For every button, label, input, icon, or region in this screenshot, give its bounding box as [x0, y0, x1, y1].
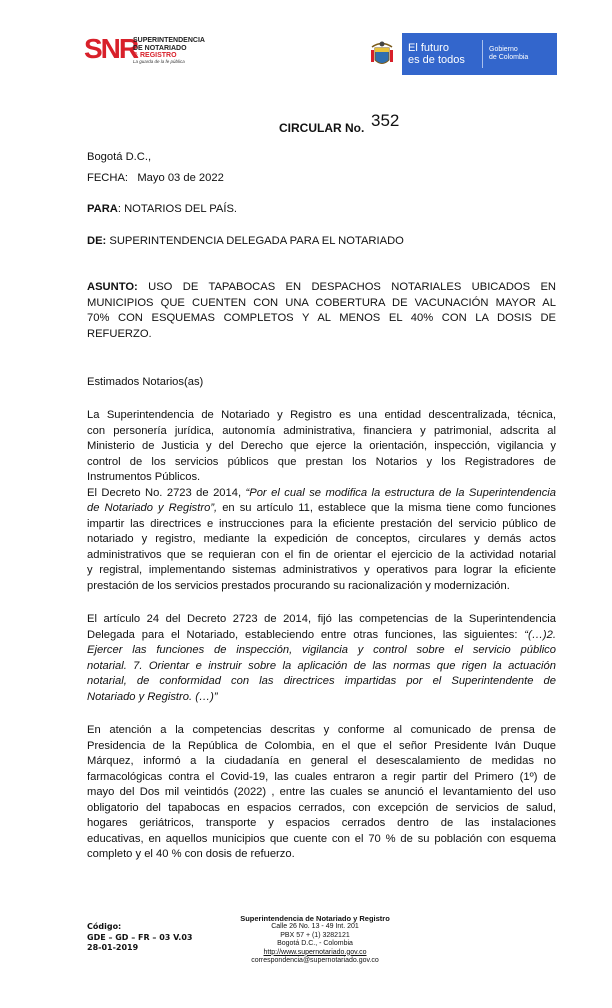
asunto-block — [87, 280, 556, 342]
gov-slogan-line2: es de todos — [408, 54, 465, 66]
footer-address: Calle 26 No. 13 - 49 Int. 201 — [271, 923, 359, 931]
paragraph-line: control de los servicios públicos que prestan los Notarios y los Registradores de — [87, 455, 556, 468]
paragraph-line: El artículo 24 del Decreto 2723 de 2014, fijó las competencias de la Superintendencia — [87, 613, 556, 625]
gov-subtitle-line1: Gobierno — [489, 46, 518, 53]
paragraph-line: con personería jurídica, autonomía administrativa, financiera y patrimonial, adscrita al — [87, 424, 556, 437]
paragraph-line: farmacológicas contra el Covid-19, las cuales entraron a regir partir del Primero (1º) de — [87, 770, 556, 783]
asunto-label: ASUNTO: — [87, 281, 138, 293]
snr-logo-line3: & REGISTRO — [133, 52, 177, 59]
gov-subtitle-line2: de Colombia — [489, 54, 529, 61]
paragraph-line: El Decreto No. 2723 de 2014, “Por el cual se modifica la estructura de la Superintendencia — [87, 486, 557, 499]
snr-logo-text — [133, 37, 205, 60]
de-line — [87, 234, 556, 250]
paragraph-line: educativas, en aquellos municipios que cuente con el 70 % de su población con esquema — [87, 832, 556, 845]
paragraph-line: prestación de los servicios prestados procurando su racionalización y modernización. — [87, 579, 510, 592]
para-value: : NOTARIOS DEL PAÍS. — [117, 203, 238, 215]
footer-code-label: Código: — [87, 922, 122, 931]
paragraph-line: administrativos que se requieran con el fin de orientar el ejercicio de la actividad notarial — [87, 548, 556, 561]
snr-logo-line2: DE NOTARIADO — [133, 44, 187, 52]
paragraph-line: de Notariado y Registro”, en su artículo 11, establece que la misma tiene como funciones — [87, 502, 556, 514]
paragraph-4 — [87, 723, 556, 863]
paragraph-line: completo y el 40 % con dosis de refuerzo. — [87, 848, 295, 860]
para-line — [87, 202, 556, 218]
paragraph-1 — [87, 408, 556, 594]
paragraph-line: En atención a la competencias descritas y conforme al comunicado de prensa de — [87, 724, 556, 736]
circular-label: CIRCULAR No. — [279, 121, 365, 135]
gov-subtitle — [483, 46, 528, 62]
city-line: Bogotá D.C., — [87, 151, 152, 163]
de-label: DE: — [87, 235, 107, 247]
asunto-line: MUNICIPIOS QUE CUENTEN CON UNA COBERTURA DE VACUNACIÓN MAYOR AL — [87, 296, 556, 309]
paragraph-line: notariado y registro, mediante la expedición de conceptos, circulares y demás actos — [87, 533, 556, 545]
snr-logo-letters: SNR — [84, 33, 138, 64]
date-label: FECHA: — [87, 172, 129, 184]
paragraph-line: Ministerio de Justicia y del Derecho que ejerce la orientación, inspección, vigilancia y — [87, 440, 556, 452]
greeting: Estimados Notarios(as) — [87, 376, 204, 388]
gov-slogan-line1: El futuro — [408, 42, 449, 54]
paragraph-line: hogares geriátricos, transporte y espacios cerrados dentro de las instalaciones — [87, 817, 556, 829]
footer-email: correspondencia@supernotariado.gov.co — [251, 957, 379, 965]
snr-logo — [84, 35, 204, 71]
paragraph-3 — [87, 612, 556, 705]
footer-code-date: 28-01-2019 — [87, 943, 139, 952]
circular-number: 352 — [371, 111, 400, 130]
gov-slogan — [402, 42, 482, 66]
paragraph-line: Notariado y Registro. (…)” — [87, 690, 218, 703]
footer-website-link[interactable]: http://www.supernotariado.gov.co — [263, 948, 367, 956]
asunto-line: 70% CON ESQUEMAS COMPLETOS Y AL MENOS EL 40% CON LA DOSIS DE — [87, 312, 556, 324]
date-line — [87, 171, 556, 187]
paragraph-line: Márquez, informó a la ciudadanía en general el desescalamiento de medidas no — [87, 755, 556, 767]
date-value: Mayo 03 de 2022 — [137, 172, 224, 184]
paragraph-line: notarial, de conformidad con las directrices impartidas por el Superintendente de — [87, 675, 556, 687]
para-label: PARA — [87, 203, 118, 215]
paragraph-line: mayo del Dos mil veintidós (2022) , entre las cuales se anunció el levantamiento del uso — [87, 786, 556, 798]
snr-logo-line1: SUPERINTENDENCIA — [133, 37, 205, 44]
footer-org: Superintendencia de Notariado y Registro — [240, 914, 390, 923]
snr-logo-tagline: La guarda de la fe pública — [133, 59, 185, 64]
paragraph-line: Presidencia de la República de Colombia, en el que el señor Presidente Iván Duque — [87, 739, 556, 752]
paragraph-line: notarial. 7. Orientar e instruir sobre la aplicación de las normas que rigen la actuación — [87, 659, 556, 672]
gobierno-banner — [362, 33, 557, 75]
paragraph-line: Instrumentos Públicos. — [87, 471, 201, 483]
paragraph-line: impartir las directrices e instrucciones para la eficiente prestación del servicio público de — [87, 517, 556, 530]
asunto-line: REFUERZO. — [87, 327, 152, 340]
paragraph-line: obligatorio del tapabocas en espacios cerrados, con excepción de servicios de salud, — [87, 801, 556, 814]
paragraph-line: Ejercer las funciones de inspección, vigilancia y control sobre el servicio público — [87, 644, 556, 656]
footer-city: Bogotá D.C., - Colombia — [277, 940, 353, 948]
paragraph-line: La Superintendencia de Notariado y Registro es una entidad descentralizada, técnica, — [87, 409, 556, 421]
footer-contact — [210, 915, 420, 965]
footer-code-value: GDE – GD – FR – 03 V.03 — [87, 932, 193, 942]
paragraph-line: y registral, implementando sistemas administrativos y operativos para lograr la eficiente — [87, 564, 556, 576]
paragraph-line: Delegada para el Notariado, estableciendo entre otras funciones, las siguientes: “(…)2. — [87, 628, 556, 641]
de-value: SUPERINTENDENCIA DELEGADA PARA EL NOTARIADO — [106, 235, 404, 247]
colombia-coat-of-arms-icon — [362, 33, 402, 75]
asunto-line: ASUNTO: USO DE TAPABOCAS EN DESPACHOS NOTARIALES UBICADOS EN — [87, 281, 556, 293]
footer-pbx: PBX 57 + (1) 3282121 — [280, 931, 350, 939]
footer-document-code — [87, 922, 192, 954]
